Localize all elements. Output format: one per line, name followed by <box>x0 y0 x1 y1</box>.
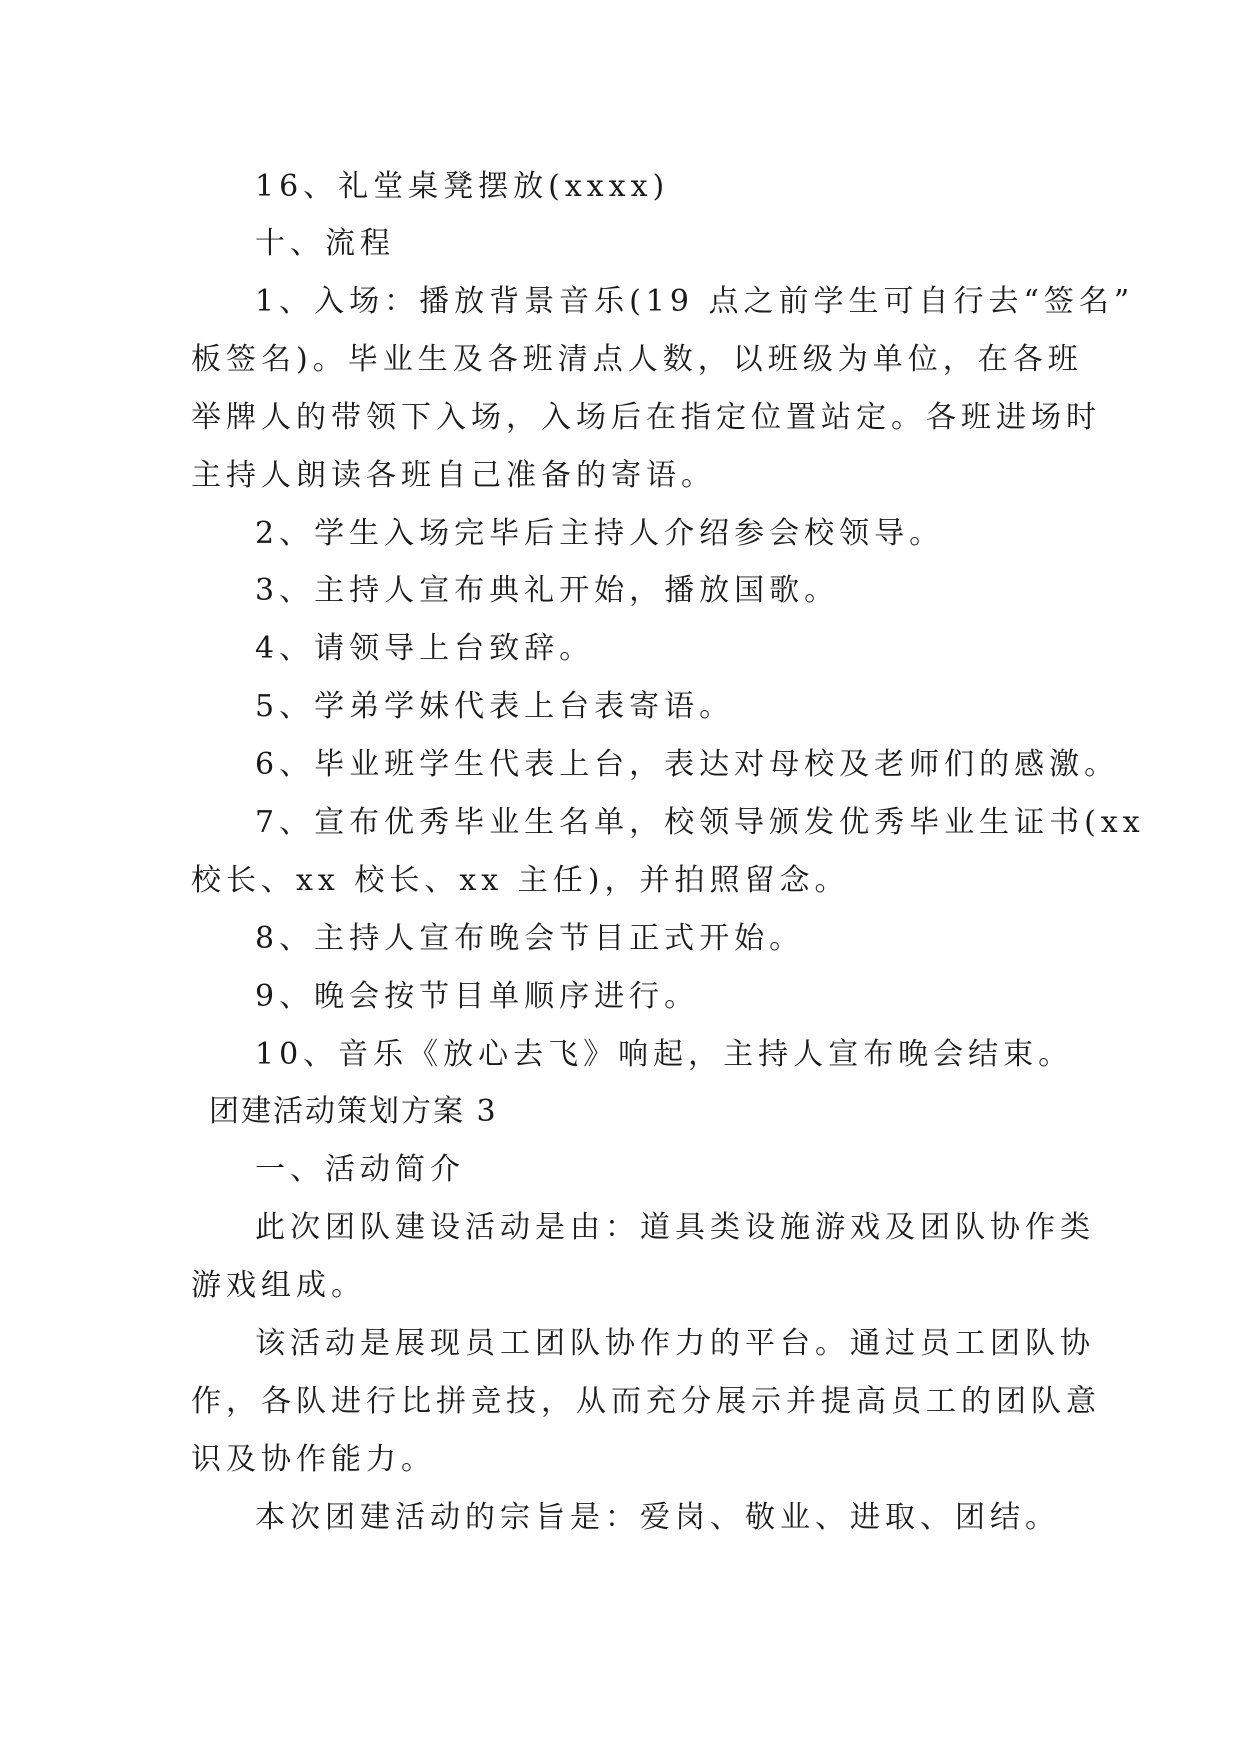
paragraph-line: 该活动是展现员工团队协作力的平台。通过员工团队协 <box>255 1326 1095 1361</box>
paragraph-line: 10、音乐《放心去飞》响起，主持人宣布晚会结束。 <box>255 1037 1074 1072</box>
list-item-16: 16、礼堂桌凳摆放(xxxx) <box>255 169 670 204</box>
section-heading-intro: 一、活动简介 <box>255 1152 465 1187</box>
paragraph-line: 9、晚会按节目单顺序进行。 <box>255 979 700 1014</box>
paragraph-line: 板签名)。毕业生及各班清点人数，以班级为单位，在各班 <box>191 342 1083 377</box>
paragraph-line: 2、学生入场完毕后主持人介绍参会校领导。 <box>255 516 945 551</box>
paragraph-line: 识及协作能力。 <box>191 1442 436 1477</box>
section-heading-process: 十、流程 <box>255 226 395 261</box>
paragraph-line: 5、学弟学妹代表上台表寄语。 <box>255 689 735 724</box>
paragraph-line: 6、毕业班学生代表上台，表达对母校及老师们的感激。 <box>255 747 1120 782</box>
section-title: 团建活动策划方案 3 <box>209 1094 498 1129</box>
paragraph-line: 游戏组成。 <box>191 1268 366 1303</box>
paragraph-line: 作，各队进行比拼竞技，从而充分展示并提高员工的团队意 <box>191 1384 1101 1419</box>
paragraph-line: 举牌人的带领下入场，入场后在指定位置站定。各班进场时 <box>191 400 1101 435</box>
paragraph-line: 本次团建活动的宗旨是：爱岗、敬业、进取、团结。 <box>255 1500 1060 1535</box>
paragraph-line: 1、入场：播放背景音乐(19 点之前学生可自行去“签名” <box>255 284 1135 319</box>
paragraph-line: 主持人朗读各班自己准备的寄语。 <box>191 458 716 493</box>
paragraph-line: 3、主持人宣布典礼开始，播放国歌。 <box>255 573 840 608</box>
paragraph-line: 7、宣布优秀毕业生名单，校领导颁发优秀毕业生证书(xx <box>255 805 1145 840</box>
paragraph-line: 此次团队建设活动是由：道具类设施游戏及团队协作类 <box>255 1210 1095 1245</box>
paragraph-line: 校长、xx 校长、xx 主任)，并拍照留念。 <box>191 863 850 898</box>
paragraph-line: 8、主持人宣布晚会节目正式开始。 <box>255 921 805 956</box>
paragraph-line: 4、请领导上台致辞。 <box>255 631 595 666</box>
